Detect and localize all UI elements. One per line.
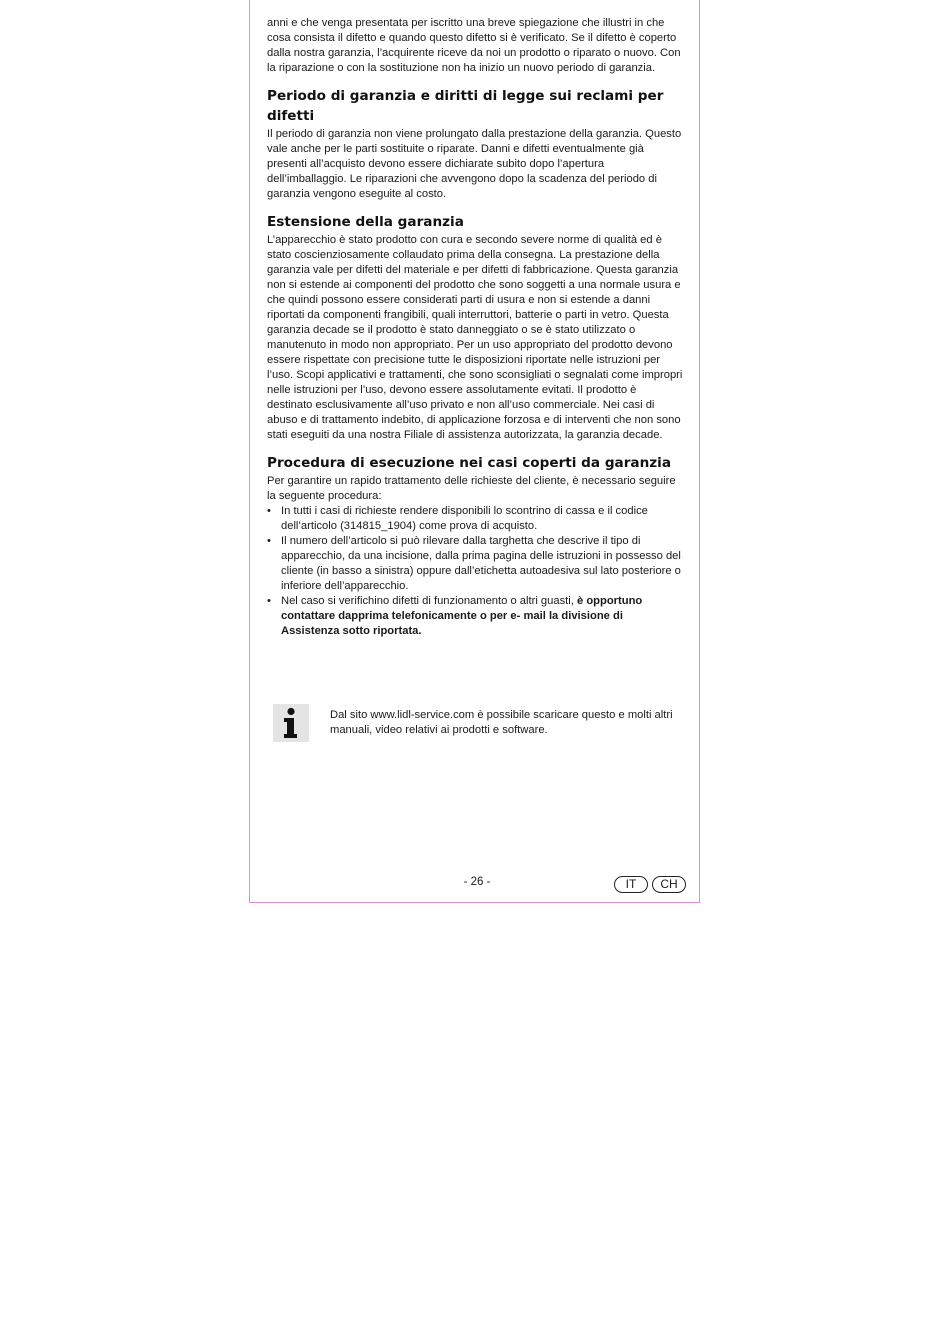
section-body-warranty-procedure: Per garantire un rapido trattamento delle richieste del cliente, è necessario seguire la seguente procedura: xyxy=(267,475,676,502)
info-note: Dal sito www.lidl-service.com è possibile scaricare questo e molti altri manuali, video relativi ai prodotti e software. xyxy=(330,709,673,736)
language-badges xyxy=(614,876,686,893)
document-body xyxy=(267,16,683,639)
section-body-warranty-period: Il periodo di garanzia non viene prolungato dalla prestazione della garanzia. Questo vale anche per le parti sostituite o riparate. Danni e difetti eventualmente già presenti all’acquisto devono essere dichiarate subito dopo l’apertura dell’imballaggio. Le riparazioni che avvengono dopo la scadenza del periodo di garanzia vengono eseguite al costo. xyxy=(267,128,682,200)
section-heading-warranty-procedure: Procedura di esecuzione nei casi coperti da garanzia xyxy=(267,455,672,471)
bullet-icon: • xyxy=(267,505,271,517)
language-badge-it: IT xyxy=(614,876,648,893)
list-item xyxy=(267,594,683,639)
list-item-text: In tutti i casi di richieste rendere disponibili lo scontrino di cassa e il codice dell’articolo (314815_1904) come prova di acquisto. xyxy=(281,505,648,532)
list-item-emphasis: è opportuno contattare dapprima telefonicamente o per e- mail la divisione di Assistenza sotto riportata. xyxy=(281,595,643,637)
section-body-warranty-extent: L’apparecchio è stato prodotto con cura e secondo severe norme di qualità ed è stato coscienziosamente collaudato prima della consegna. La prestazione della garanzia vale per difetti del materiale e per difetti di fabbricazione. Questa garanzia non si estende ai componenti del prodotto che sono soggetti a una normale usura e che quindi possono essere considerati parti di usura e non si estende a danni riportati da componenti frangibili, quali interruttori, batterie o parti in vetro. Questa garanzia decade se il prodotto è stato danneggiato o se è stato utilizzato o manutenuto in modo non appropriato. Per un uso appropriato del prodotto devono essere rispettate con precisione tutte le disposizioni riportate nelle istruzioni per l’uso. Scopi applicativi e trattamenti, che sono sconsigliati o segnalati come impropri nelle istruzioni per l’uso, devono essere assolutamente evitati. Il prodotto è destinato esclusivamente all’uso privato e non all’uso commerciale. Nei casi di abuso e di trattamento indebito, di applicazione forzosa e di interventi che non sono stati eseguiti da una nostra Filiale di assistenza autorizzata, la garanzia decade. xyxy=(267,234,683,441)
procedure-list xyxy=(267,504,683,639)
language-badge-ch: CH xyxy=(652,876,686,893)
page-number: - 26 - xyxy=(463,876,491,888)
bullet-icon: • xyxy=(267,535,271,547)
list-item-text: Nel caso si verifichino difetti di funzionamento o altri guasti, xyxy=(281,595,577,607)
bullet-icon: • xyxy=(267,595,271,607)
section-heading-warranty-period: Periodo di garanzia e diritti di legge sui reclami per difetti xyxy=(267,88,664,124)
section-heading-warranty-extent: Estensione della garanzia xyxy=(267,214,464,230)
list-item xyxy=(267,534,683,594)
intro-paragraph: anni e che venga presentata per iscritto una breve spiegazione che illustri in che cosa consista il difetto e quando questo difetto si è verificato. Se il difetto è coperto dalla nostra garanzia, l’acquirente riceve da noi un prodotto o riparato o nuovo. Con la riparazione o con la sostituzione non ha inizio un nuovo periodo di garanzia. xyxy=(267,17,681,74)
list-item-text: Il numero dell’articolo si può rilevare dalla targhetta che descrive il tipo di apparecchio, da una incisione, dalla prima pagina delle istruzioni in possesso del cliente (in basso a sinistra) oppure dall’etichetta autoadesiva sul lato posteriore o inferiore dell’apparecchio. xyxy=(281,535,681,592)
list-item xyxy=(267,504,683,534)
info-icon xyxy=(273,704,309,742)
